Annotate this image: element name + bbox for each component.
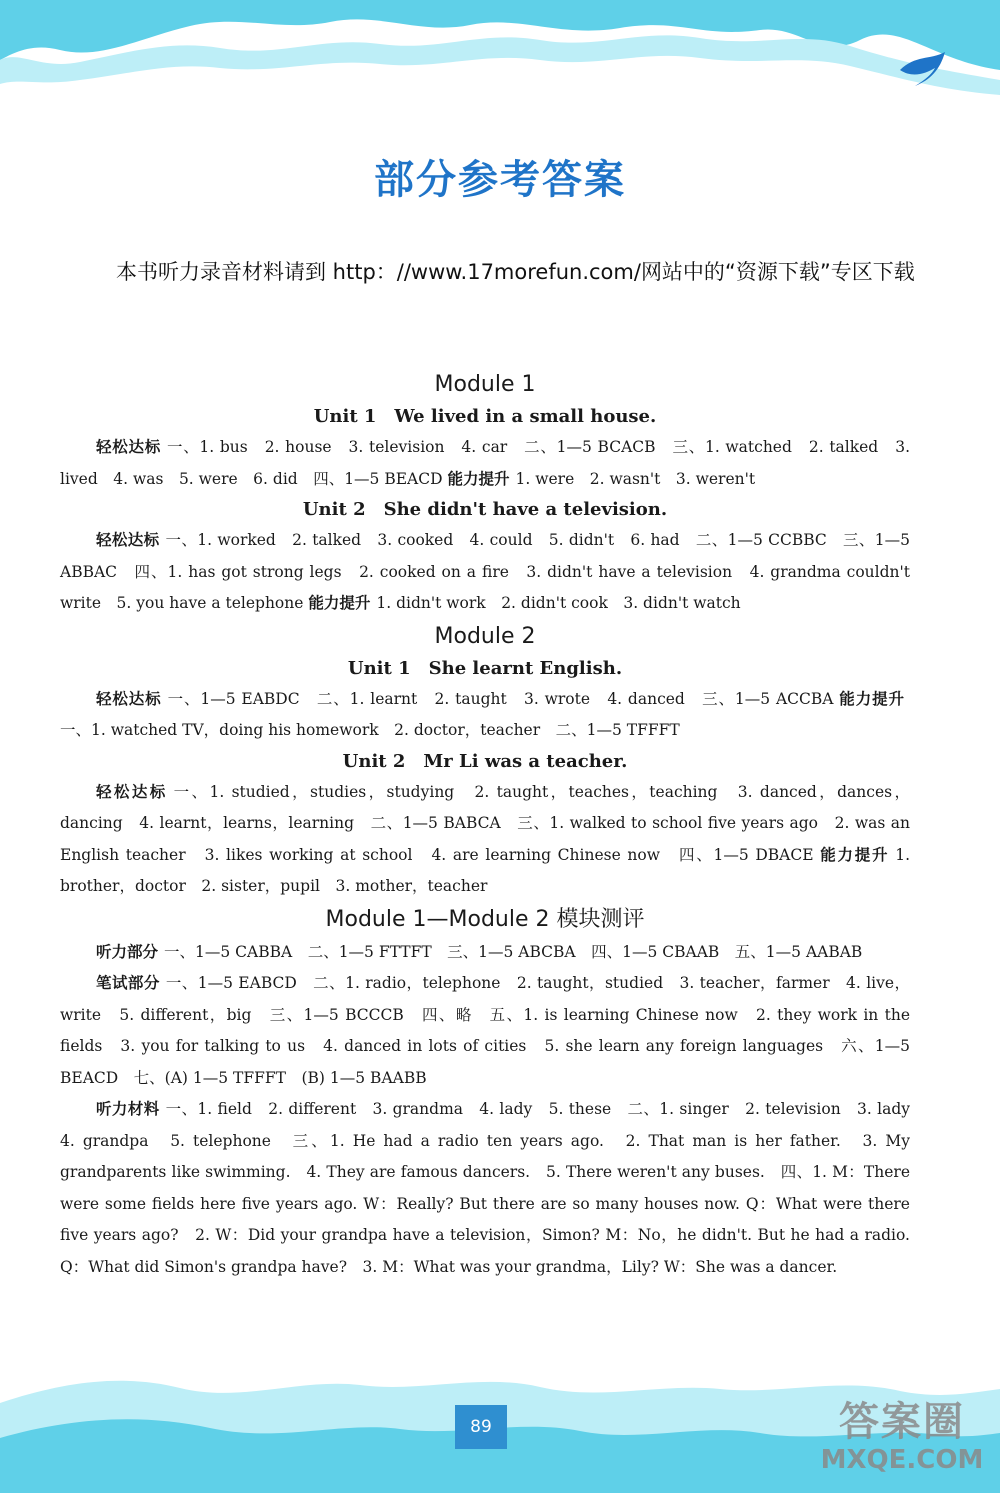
- answer-text: 一、1. studied，studies，studying 2. taught，teaches，teaching 3. danced，dances，dancing 4. learnt，learns，learning 二、1—5 BABCA 三、1. walked to school five years ago 2. was an English teacher 3. likes working at school 4. are learning Chinese now 四、1—5 DBACE: [60, 782, 910, 864]
- watermark-line1: 答案圈: [839, 1399, 965, 1445]
- section-label: 笔试部分: [96, 974, 160, 992]
- section-label: 轻松达标: [96, 782, 168, 801]
- answer-paragraph: [60, 432, 910, 495]
- answer-content: [60, 368, 926, 1283]
- unit-heading: Unit 2 She didn't have a television.: [302, 499, 668, 520]
- answer-text: 一、1. bus 2. house 3. television 4. car 二、1—5 BCACB 三、1. watched 2. talked 3. lived 4. was 5. were 6. did 四、1—5 BEACD: [60, 438, 910, 488]
- section-label: 轻松达标: [96, 689, 162, 708]
- answer-text: 一、1—5 EABCD 二、1. radio，telephone 2. taught，studied 3. teacher，farmer 4. live，write 5. different，big 三、1—5 BCCCB 四、略 五、1. is learning Chinese now 2. they work in the fields 3. you for talking to us 4. danced in lots of cities 5. she learn any foreign languages 六、1—5 BEACD 七、(A) 1—5 TFFFT (B) 1—5 BAABB: [60, 974, 910, 1087]
- module-heading: Module 1: [434, 372, 536, 397]
- section-label: 能力提升: [447, 469, 510, 488]
- page-title: 部分参考答案: [374, 157, 626, 203]
- section-label: 能力提升: [308, 594, 371, 612]
- watermark-line2: MXQE.COM: [820, 1445, 984, 1475]
- answer-text: 一、1. field 2. different 3. grandma 4. lady 5. these 二、1. singer 2. television 3. lady 4. grandpa 5. telephone 三、1. He had a radio ten years ago. 2. That man is her father. 3. My grandparents like swimming. 4. They are famous dancers. 5. There weren't any buses. 四、1. M：There were some fields here five years ago. W：Really? But there are so many houses now. Q：What were there five years ago? 2. W：Did your grandpa have a television，Simon? M：No，he didn't. But he had a radio. Q：What did Simon's grandpa have? 3. M：What was your grandma，Lily? W：She was a dancer.: [60, 1100, 926, 1276]
- unit-heading: Unit 1 We lived in a small house.: [313, 406, 657, 427]
- section-label: 轻松达标: [96, 531, 160, 549]
- answer-text: 1. were 2. wasn't 3. weren't: [515, 469, 756, 488]
- answer-paragraph: [60, 1094, 926, 1283]
- answer-text: 一、1. worked 2. talked 3. cooked 4. could 5. didn't 6. had 二、1—5 CCBBC 三、1—5 ABBAC 四、1. has got strong legs 2. cooked on a fire 3. didn't have a television 4. grandma couldn't write 5. you have a telephone: [60, 531, 910, 612]
- answer-text: 一、1—5 CABBA 二、1—5 FTTFT 三、1—5 ABCBA 四、1—5 CBAAB 五、1—5 AABAB: [164, 942, 863, 961]
- answer-text: 1. brother，doctor 2. sister，pupil 3. mother，teacher: [60, 845, 910, 895]
- module-heading: Module 1—Module 2 模块测评: [325, 906, 645, 932]
- answer-paragraph: [60, 968, 910, 1094]
- section-label: 听力部分: [96, 942, 159, 961]
- answer-text: 一、1. watched TV，doing his homework 2. doctor，teacher 二、1—5 TFFFT: [60, 721, 680, 739]
- section-label: 听力材料: [96, 1100, 160, 1118]
- unit-heading: Unit 1 She learnt English.: [347, 657, 623, 679]
- answer-paragraph: [60, 777, 910, 903]
- answer-text: 1. didn't work 2. didn't cook 3. didn't watch: [376, 594, 741, 612]
- top-wave-decoration: [0, 0, 1000, 140]
- section-label: 轻松达标: [96, 438, 161, 456]
- unit-heading: Unit 2 Mr Li was a teacher.: [342, 750, 628, 772]
- module-heading: Module 2: [434, 623, 536, 649]
- section-label: 能力提升: [839, 689, 904, 708]
- answer-paragraph: [60, 684, 910, 747]
- watermark-logo: [812, 1400, 992, 1476]
- intro-paragraph: 本书听力录音材料请到 http：//www.17morefun.com/网站中的“资源下载”专区下载: [116, 260, 915, 284]
- answer-text: 一、1—5 EABDC 二、1. learnt 2. taught 3. wrote 4. danced 三、1—5 ACCBA: [167, 689, 834, 708]
- page-number: 89: [455, 1405, 507, 1449]
- answer-paragraph: [60, 525, 910, 620]
- section-label: 能力提升: [820, 845, 890, 864]
- answer-paragraph: [60, 937, 910, 969]
